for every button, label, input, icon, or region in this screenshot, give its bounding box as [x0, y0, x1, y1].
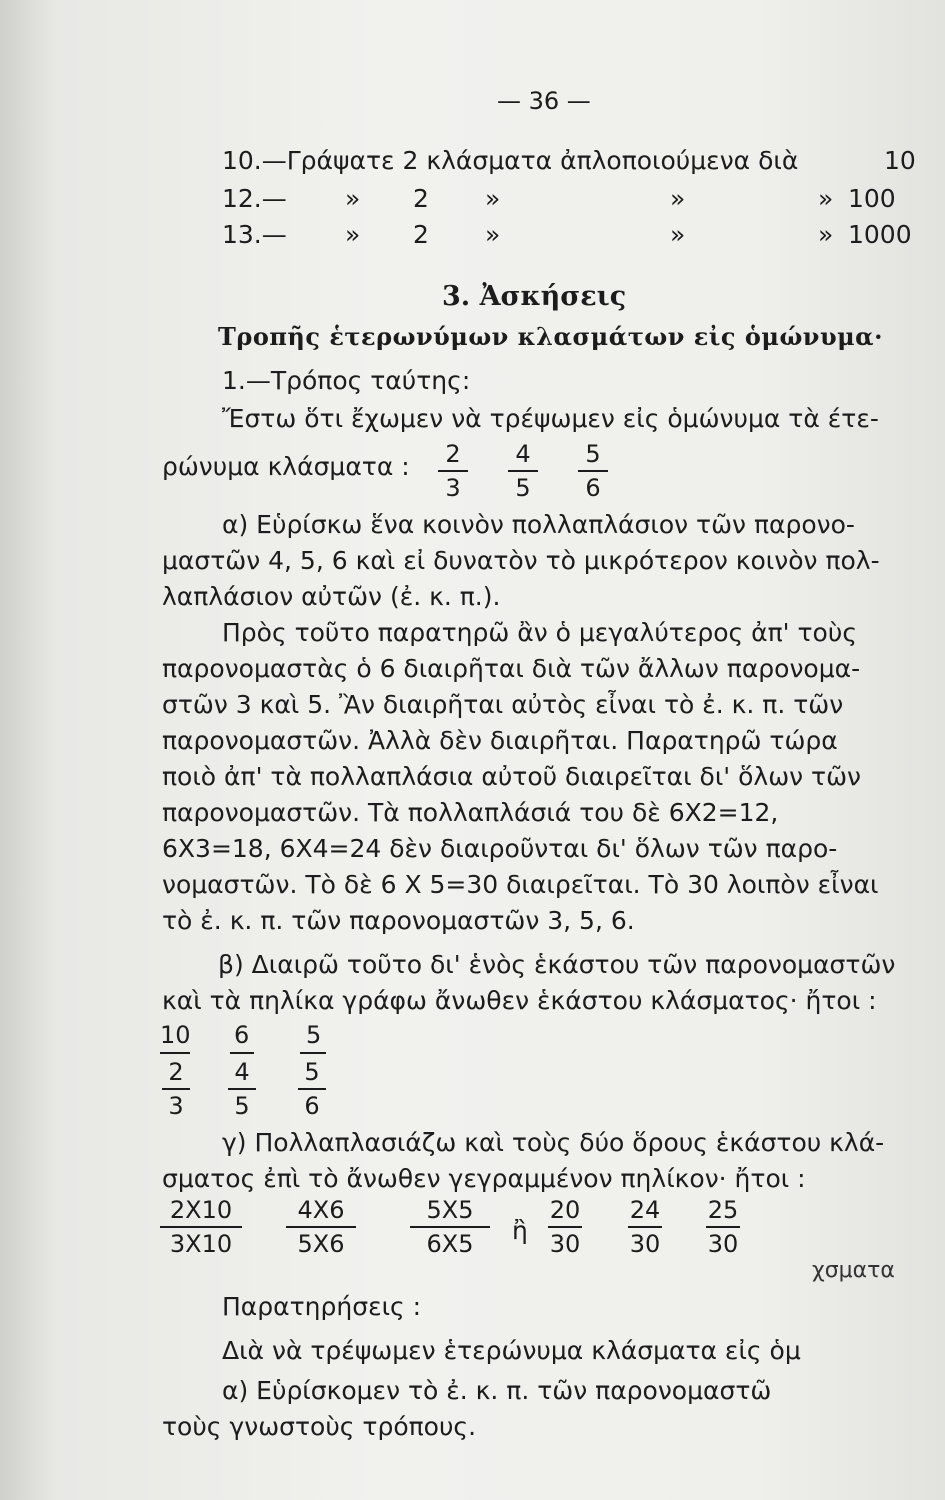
exercise-12-count: 2: [413, 184, 429, 213]
fraction-numerator: 5: [585, 440, 601, 468]
fraction-bar: [628, 1226, 662, 1228]
paragraph-b-line: στῶν 3 καὶ 5. Ἂν διαιρῆται αὐτὸς εἶναι τὸ ἐ. κ. π. τῶν: [162, 690, 844, 719]
ditto-mark: »: [818, 220, 834, 249]
remark-line: α) Εὑρίσκομεν τὸ ἐ. κ. π. τῶν παρονομαστῶ: [222, 1376, 772, 1405]
paragraph-b-line: 6X3=18, 6X4=24 δὲν διαιροῦνται δι' ὅλων τῶν παρο-: [162, 834, 838, 863]
fraction-denominator: 6: [304, 1092, 320, 1120]
paragraph-beta-line: β) Διαιρῶ τοῦτο δι' ἑνὸς ἑκάστου τῶν παρονομαστῶν: [218, 950, 896, 979]
fraction-bar: [298, 1088, 326, 1090]
exercise-10-text: 10.—Γράψατε 2 κλάσματα ἀπλοποιούμενα διὰ: [222, 146, 799, 175]
paragraph-beta-line: καὶ τὰ πηλίκα γράφω ἄνωθεν ἑκάστου κλάσματος· ἤτοι :: [162, 986, 877, 1015]
margin-note: χσματα: [812, 1258, 895, 1283]
paragraph-b-line: παρονομαστῶν. Τὰ πολλαπλάσιά του δὲ 6X2=12,: [162, 798, 779, 827]
paragraph-b-line: τὸ ἐ. κ. π. τῶν παρονομαστῶν 3, 5, 6.: [162, 906, 635, 935]
fraction-bar: [410, 1226, 490, 1228]
ditto-mark: »: [345, 184, 361, 213]
fraction-numerator: 20: [549, 1196, 581, 1224]
fraction-denominator: 3X10: [169, 1230, 233, 1258]
fraction-numerator: 5X5: [426, 1196, 474, 1224]
fraction-five-sixths: [578, 440, 608, 502]
exercise-13-label: 13.—: [222, 220, 287, 249]
product-fraction: [160, 1196, 242, 1258]
fraction-bar: [508, 470, 538, 472]
ditto-mark: »: [818, 184, 834, 213]
fraction-bar: [438, 470, 468, 472]
intro-line-2: ρώνυμα κλάσματα :: [162, 452, 410, 481]
exercise-13-value: 1000: [848, 220, 912, 249]
intro-line-1: Ἔστω ὅτι ἔχωμεν νὰ τρέψωμεν εἰς ὁμώνυμα τὰ έτε-: [222, 404, 879, 433]
fraction-denominator: 6X5: [426, 1230, 474, 1258]
fraction-two-thirds: [438, 440, 468, 502]
fraction-bar: [286, 1226, 356, 1228]
paragraph-b-line: ποιὸ ἀπ' τὰ πολλαπλάσια αὐτοῦ διαιρεῖται δι' ὅλων τῶν: [162, 762, 861, 791]
eta-conjunction: ἢ: [512, 1216, 528, 1245]
remarks-title: Παρατηρήσεις :: [222, 1292, 422, 1321]
exercise-12-label: 12.—: [222, 184, 287, 213]
exercise-10-value: 10: [884, 146, 916, 175]
paragraph-gamma-line: σματος ἐπὶ τὸ ἄνωθεν γεγραμμένον πηλίκον· ἤτοι :: [162, 1164, 806, 1193]
fraction-denominator: 30: [629, 1230, 661, 1258]
method-title: 1.—Τρόπος ταύτης:: [222, 366, 471, 395]
fraction-bar: [228, 1088, 256, 1090]
fraction-denominator: 6: [585, 474, 601, 502]
section-heading: 3. Ἀσκήσεις: [442, 281, 627, 312]
product-fraction: [286, 1196, 356, 1258]
fraction-numerator: 25: [707, 1196, 739, 1224]
quotient-underline: [160, 1052, 190, 1054]
ditto-mark: »: [670, 184, 686, 213]
section-subheading: Τροπῆς ἑτερωνύμων κλασμάτων εἰς ὁμώνυμα·: [218, 322, 883, 351]
fraction-numerator: 2: [445, 440, 461, 468]
fraction-bar: [706, 1226, 740, 1228]
fraction-numerator: 24: [629, 1196, 661, 1224]
paragraph-a-line: λαπλάσιον αὐτῶν (ἐ. κ. π.).: [162, 582, 501, 611]
result-fraction: [628, 1196, 662, 1258]
fraction-numerator: 4: [515, 440, 531, 468]
exercise-13-count: 2: [413, 220, 429, 249]
ditto-mark: »: [485, 184, 501, 213]
ditto-mark: »: [485, 220, 501, 249]
fraction-five-sixths: [298, 1058, 326, 1120]
page-number: — 36 —: [497, 87, 591, 115]
result-fraction: [548, 1196, 582, 1258]
quotient-underline: [230, 1052, 254, 1054]
fraction-bar: [548, 1226, 582, 1228]
exercise-12-value: 100: [848, 184, 896, 213]
fraction-denominator: 30: [549, 1230, 581, 1258]
product-fraction: [410, 1196, 490, 1258]
ditto-mark: »: [670, 220, 686, 249]
quotient-underline: [300, 1052, 326, 1054]
paragraph-gamma-line: γ) Πολλαπλασιάζω καὶ τοὺς δύο ὅρους ἑκάστου κλά-: [222, 1128, 885, 1157]
fraction-numerator: 5: [304, 1058, 320, 1086]
fraction-bar: [162, 1088, 190, 1090]
fraction-denominator: 5: [515, 474, 531, 502]
remark-line: Διὰ νὰ τρέψωμεν ἑτερώνυμα κλάσματα εἰς ὁμ: [222, 1336, 801, 1365]
fraction-denominator: 5: [234, 1092, 250, 1120]
fraction-denominator: 30: [707, 1230, 739, 1258]
ditto-mark: »: [345, 220, 361, 249]
remark-line: τοὺς γνωστοὺς τρόπους.: [162, 1412, 477, 1441]
paragraph-b-line: παρονομαστῶν. Ἀλλὰ δὲν διαιρῆται. Παρατηρῶ τώρα: [162, 726, 838, 755]
fraction-four-fifths: [508, 440, 538, 502]
fraction-denominator: 5X6: [297, 1230, 345, 1258]
quotient-value: 6: [234, 1021, 250, 1049]
paragraph-a-line: α) Εὑρίσκω ἕνα κοινὸν πολλαπλάσιον τῶν παρονο-: [222, 510, 855, 539]
paragraph-b-line: νομαστῶν. Τὸ δὲ 6 X 5=30 διαιρεῖται. Τὸ 30 λοιπὸν εἶναι: [162, 870, 879, 899]
paragraph-b-line: Πρὸς τοῦτο παρατηρῶ ἂν ὁ μεγαλύτερος ἀπ' τοὺς: [222, 618, 857, 647]
fraction-numerator: 4: [234, 1058, 250, 1086]
fraction-denominator: 3: [168, 1092, 184, 1120]
paragraph-a-line: μαστῶν 4, 5, 6 καὶ εἰ δυνατὸν τὸ μικρότερον κοινὸν πολ-: [162, 546, 880, 575]
fraction-denominator: 3: [445, 474, 461, 502]
fraction-two-thirds: [162, 1058, 190, 1120]
fraction-bar: [578, 470, 608, 472]
quotient-value: 5: [306, 1021, 322, 1049]
fraction-four-fifths: [228, 1058, 256, 1120]
quotient-value: 10: [160, 1021, 191, 1049]
fraction-bar: [160, 1226, 242, 1228]
result-fraction: [706, 1196, 740, 1258]
fraction-numerator: 4X6: [297, 1196, 345, 1224]
paragraph-b-line: παρονομαστὰς ὁ 6 διαιρῆται διὰ τῶν ἄλλων παρονομα-: [162, 654, 861, 683]
fraction-numerator: 2: [168, 1058, 184, 1086]
fraction-numerator: 2X10: [169, 1196, 233, 1224]
